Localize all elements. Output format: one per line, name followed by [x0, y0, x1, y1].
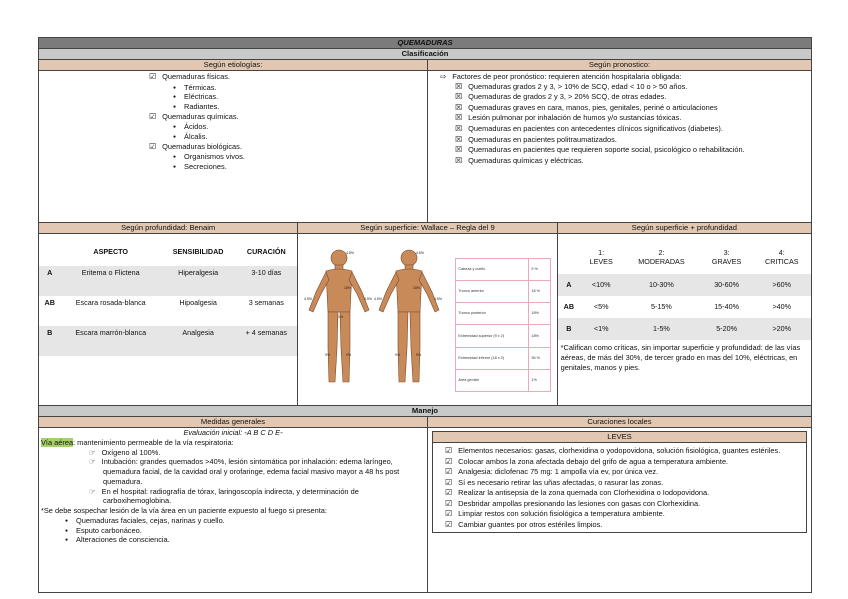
wallace-cell: 1% [529, 369, 551, 391]
leves-header: LEVES [433, 432, 806, 443]
profundidad-cell: <5% [593, 302, 609, 312]
svg-text:4.5%: 4.5% [434, 297, 443, 301]
signos-list [39, 516, 427, 545]
svg-text:9%: 9% [395, 353, 401, 357]
profundidad-col-num: 4: [778, 247, 785, 257]
profundidad-col-header [558, 240, 580, 274]
profundidad-note: *Califican como críticas, sin importar superficie y profundidad: de las vías aéreas, de más del 30%, de tercer grado en mas del 10%, eléctricas, en genitales, manos y pies. [560, 343, 801, 372]
profundidad-cell: >40% [772, 302, 792, 312]
etiologia-sublist [149, 122, 427, 142]
wallace-row [456, 281, 551, 303]
benaim-col-header: CURACIÓN [246, 247, 286, 257]
quemaduras-sheet [38, 37, 812, 593]
profundidad-row [558, 318, 811, 340]
signo-item: ● Quemaduras faciales, cejas, narinas y cuello. [65, 516, 427, 526]
curacion-item: ☑ Analgesia: diclofenac 75 mg: 1 ampolla vía ev, por única vez. [445, 467, 802, 478]
curacion-item: ☑ Desbridar ampollas presionando las lesiones con gasas con Clorhexidina. [445, 499, 802, 510]
curacion-item: ☑ Sí es necesario retirar las uñas afectadas, o rasurar las zonas. [445, 478, 802, 489]
profundidad-col-header [701, 240, 753, 274]
profundidad-col-num: 1: [598, 247, 605, 257]
profundidad-cell: A [558, 274, 580, 296]
medidas-header: Medidas generales [39, 417, 427, 428]
pronostico-item: ☒ Quemaduras en pacientes que requieren soporte social, psicológico o rehabilitación. [455, 145, 811, 156]
benaim-col-header: SENSIBILIDAD [172, 247, 224, 257]
pronostico-section [428, 60, 811, 222]
benaim-cell: B [39, 326, 60, 356]
profundidad-cell: AB [563, 302, 575, 312]
wallace-cell: 9 % [529, 259, 551, 281]
etiologia-sublist [149, 83, 427, 112]
svg-text:4.5%: 4.5% [304, 297, 313, 301]
curacion-item: ☑ Realizar la antisepsia de la zona quemada con Clorhexidina o Iodopovidona. [445, 488, 802, 499]
benaim-cell: Escara rosada-blanca [75, 298, 146, 307]
wallace-row [456, 259, 551, 281]
medida-item: ☞ Intubación: grandes quemados >40%, lesión sintomática por inhalación: edema laríngeo, quemadura facial, de la cavidad oral y orofaringe, edema facial masivo mayor a 48 hs post quemadura. [89, 457, 421, 486]
wallace-header: Según superficie: Wallace – Regla del 9 [298, 223, 556, 234]
svg-text:9%: 9% [346, 353, 352, 357]
profundidad-cell: 10-30% [622, 274, 700, 296]
pronostico-header: Según pronostico: [428, 60, 811, 71]
benaim-col-header: ASPECTO [93, 247, 129, 257]
pronostico-intro: ⇨ Factores de peor pronóstico: requieren atención hospitalaria obligada: [440, 72, 811, 82]
profundidad-col-header [622, 240, 700, 274]
pronostico-list [440, 82, 811, 166]
curacion-item: ☑ Elementos necesarios: gasas, clorhexidina o yodopovidona, solución fisiológica, guantes estériles. [445, 446, 802, 457]
medida-item: ☞ Oxígeno al 100%. [89, 448, 421, 458]
wallace-cell: Cabeza y cuello [456, 259, 529, 281]
profundidad-cell: 1-5% [622, 318, 700, 340]
benaim-cell: + 4 semanas [235, 326, 297, 356]
profundidad-cell: B [558, 318, 580, 340]
pronostico-item: ☒ Quemaduras graves en cara, manos, pies, genitales, periné o articulaciones [455, 103, 811, 114]
wallace-cell: Tronco posterior [456, 303, 529, 325]
pronostico-item: ☒ Lesión pulmonar por inhalación de humos y/o sustancias tóxicas. [455, 113, 811, 124]
svg-text:4.5%: 4.5% [374, 297, 383, 301]
wallace-cell: Tronco anterior [456, 281, 529, 303]
benaim-cell: Eritema o Flictena [60, 266, 161, 296]
svg-text:9%: 9% [416, 353, 422, 357]
profundidad-header: Según superficie + profundidad [558, 223, 811, 234]
curacion-item: ☑ Colocar ambos la zona afectada debajo del grifo de agua a temperatura ambiente. [445, 457, 802, 468]
profundidad-cell: <10% [580, 274, 622, 296]
profundidad-cell: 30-60% [701, 274, 753, 296]
svg-text:4.5%: 4.5% [416, 251, 425, 255]
curaciones-section [428, 417, 811, 592]
medidas-section [39, 417, 428, 592]
benaim-col-header [39, 238, 60, 266]
svg-text:1%: 1% [338, 315, 344, 319]
benaim-header: Según profundidad: Benaim [39, 223, 297, 234]
etiologia-item: ● Ácidos. [173, 122, 427, 132]
pronostico-item: ☒ Quemaduras de grados 2 y 3, > 20% SCQ, de otras edades. [455, 92, 811, 103]
wallace-cell: Extremidad superior (9 x 2) [456, 325, 529, 347]
benaim-cell: Hiperalgesia [161, 266, 235, 296]
body-chart-figure [304, 244, 449, 392]
etiologia-item: ● Eléctricas. [173, 92, 427, 102]
medidas-list [39, 448, 427, 507]
wallace-row [456, 303, 551, 325]
benaim-row [39, 326, 297, 356]
leves-box [432, 431, 807, 533]
wallace-cell: 36 % [529, 347, 551, 369]
wallace-cell: 18% [529, 303, 551, 325]
wallace-cell: Área genital [456, 369, 529, 391]
pronostico-item: ☒ Quemaduras en pacientes politraumatizados. [455, 135, 811, 146]
svg-text:9%: 9% [325, 353, 331, 357]
via-aerea-label: Vía aérea [41, 437, 74, 447]
benaim-table [39, 238, 297, 356]
wallace-cell: 18 % [529, 281, 551, 303]
curaciones-header: Curaciones locales [428, 417, 811, 428]
pronostico-item: ☒ Quemaduras químicas y eléctricas. [455, 156, 811, 167]
via-aerea-text: : mantenimiento permeable de la vía respiratoria: [73, 437, 234, 447]
sospecha-text: *Se debe sospechar lesión de la vía área en un paciente expuesto al fuego si presenta: [41, 506, 327, 516]
wallace-row [456, 347, 551, 369]
profundidad-cell: 5-20% [701, 318, 753, 340]
wallace-cell: 18% [529, 325, 551, 347]
wallace-section [298, 223, 557, 405]
pronostico-item: ☒ Quemaduras en pacientes con antecedentes clínicos significativos (diabetes). [455, 124, 811, 135]
evaluacion-inicial: Evaluación inicial: -A B C D E- [183, 428, 283, 437]
curacion-item: ☑ Limpiar restos con solución fisiológica a temperatura ambiente. [445, 509, 802, 520]
benaim-row [39, 266, 297, 296]
benaim-cell: Analgesia [161, 326, 235, 356]
profundidad-col-label: MODERADAS [638, 257, 685, 266]
profundidad-col-label: GRAVES [711, 257, 742, 266]
profundidad-col-num: 3: [723, 247, 730, 257]
medida-item: ☞ En el hospital: radiografía de tórax, laringoscopía indirecta, y determinación de carboxihemoglobina. [89, 487, 421, 507]
svg-text:4.5%: 4.5% [364, 297, 373, 301]
etiologias-header: Según etiologías: [39, 60, 427, 71]
svg-text:18%: 18% [413, 286, 421, 290]
curaciones-list [433, 443, 806, 532]
wallace-cell: Extremidad inferior (18 x 2) [456, 347, 529, 369]
curacion-item: ☑ Cambiar guantes por otros estériles limpios. [445, 520, 802, 531]
benaim-cell: A [39, 266, 60, 296]
profundidad-table [558, 240, 811, 340]
benaim-section [39, 223, 298, 405]
etiologia-item: ● Organismos vivos. [173, 152, 427, 162]
etiologia-sublist [149, 152, 427, 172]
benaim-cell: Escara marrón-blanca [60, 326, 161, 356]
benaim-cell: AB [44, 298, 55, 307]
pronostico-item: ☒ Quemaduras grados 2 y 3, > 10% de SCQ, edad < 10 o > 50 años. [455, 82, 811, 93]
profundidad-cell: >60% [753, 274, 811, 296]
benaim-cell: Hipoalgesia [179, 298, 217, 307]
profundidad-cell: 5-15% [651, 302, 672, 312]
etiologia-group: ☑ Quemaduras físicas. [149, 72, 427, 83]
clasificacion-header: Clasificación [39, 49, 811, 60]
svg-text:4.5%: 4.5% [346, 251, 355, 255]
etiologia-item: ● Térmicas. [173, 83, 427, 93]
wallace-row [456, 369, 551, 391]
profundidad-col-label: LEVES [589, 257, 613, 266]
profundidad-cell: 15-40% [714, 302, 739, 312]
signo-item: ● Esputo carbonáceo. [65, 526, 427, 536]
etiologia-group: ☑ Quemaduras biológicas. [149, 142, 427, 153]
profundidad-cell: >20% [753, 318, 811, 340]
signo-item: ● Alteraciones de consciencia. [65, 535, 427, 545]
etiologia-item: ● Álcalis. [173, 132, 427, 142]
etiologias-list [39, 71, 427, 172]
wallace-table [455, 258, 551, 392]
svg-text:18%: 18% [344, 286, 352, 290]
profundidad-col-header [580, 240, 622, 274]
etiologia-item: ● Radiantes. [173, 102, 427, 112]
benaim-row [39, 296, 297, 326]
profundidad-col-num: 2: [658, 247, 665, 257]
etiologias-section [39, 60, 428, 222]
etiologia-item: ● Secreciones. [173, 162, 427, 172]
page-title: QUEMADURAS [39, 38, 811, 49]
profundidad-col-label: CRITICAS [765, 257, 799, 266]
etiologia-group: ☑ Quemaduras químicas. [149, 112, 427, 123]
profundidad-col-header [753, 240, 811, 274]
profundidad-cell: <1% [580, 318, 622, 340]
profundidad-row [558, 274, 811, 296]
benaim-cell: 3-10 días [235, 266, 297, 296]
manejo-header: Manejo [39, 406, 811, 417]
superficie-profundidad-section [558, 223, 811, 405]
profundidad-row [558, 296, 811, 318]
benaim-cell: 3 semanas [248, 298, 284, 307]
wallace-row [456, 325, 551, 347]
